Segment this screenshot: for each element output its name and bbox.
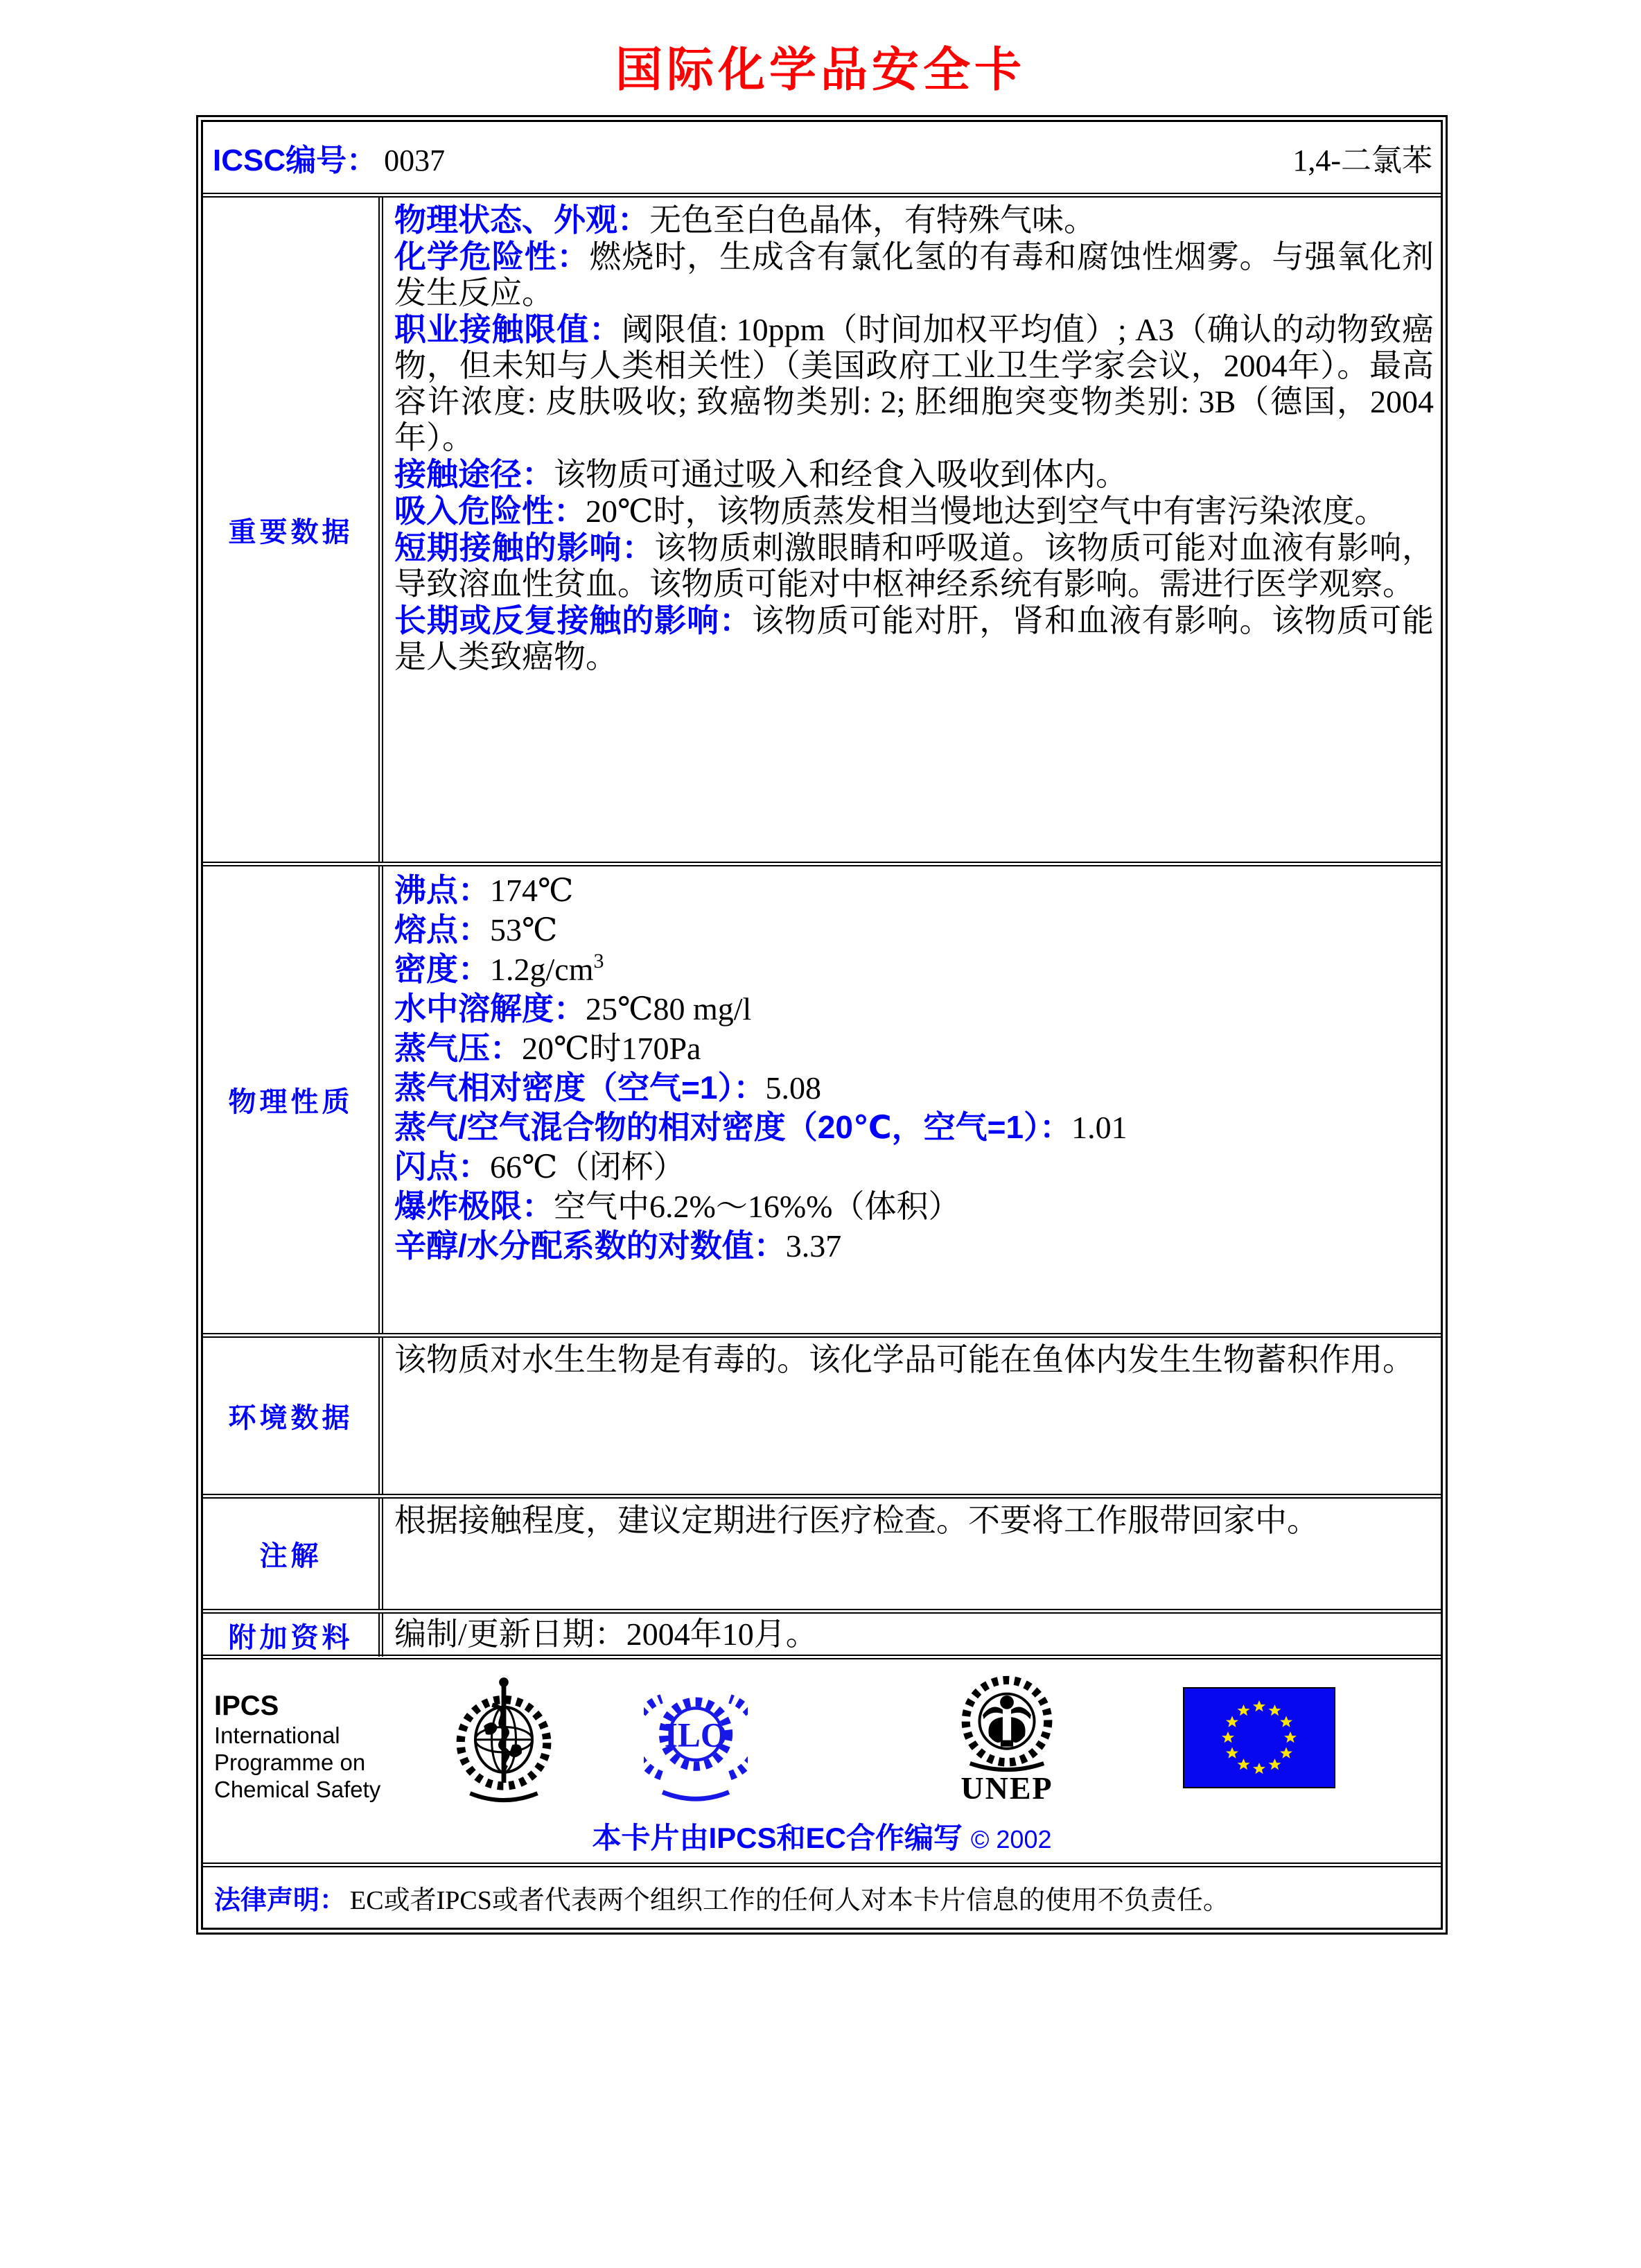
legal-label: 法律声明： — [214, 1886, 346, 1915]
field-label: 辛醇/水分配系数的对数值： — [394, 1228, 786, 1264]
field-value: 根据接触程度，建议定期进行医疗检查。不要将工作服带回家中。 — [394, 1503, 1319, 1538]
data-item — [394, 1226, 1434, 1266]
data-item — [394, 493, 1434, 530]
field-value: 该物质可通过吸入和经食入吸收到体内。 — [554, 457, 1127, 492]
field-label: 蒸气/空气混合物的相对密度（20℃，空气=1）： — [394, 1109, 1072, 1145]
field-value: 20℃时，该物质蒸发相当慢地达到空气中有害污染浓度。 — [586, 494, 1387, 529]
field-value: 该物质刺激眼睛和呼吸道。该物质可能对血液有影响，导致溶血性贫血。该物质可能对中枢神经系统有影响。需进行医学观察。 — [394, 530, 1434, 602]
ipcs-subtitle-line: Chemical Safety — [214, 1777, 381, 1802]
field-label: 长期或反复接触的影响： — [394, 602, 752, 638]
section-environmental-data — [203, 1333, 1441, 1494]
copyright-text: © 2002 — [970, 1825, 1052, 1853]
ipcs-subtitle-line: Programme on — [214, 1750, 366, 1775]
field-value: 53℃ — [490, 912, 558, 948]
unep-logo-icon — [950, 1675, 1064, 1806]
section-additional-info — [203, 1609, 1441, 1655]
section-content-notes — [383, 1499, 1441, 1609]
ipcs-text-block — [214, 1690, 387, 1803]
section-label-physical: 物理性质 — [203, 866, 383, 1333]
organizations-logo-row — [203, 1655, 1441, 1863]
field-value: 20℃时170Pa — [522, 1031, 701, 1066]
page-title: 国际化学品安全卡 — [615, 44, 1026, 96]
data-item — [394, 1503, 1434, 1539]
data-item — [394, 1029, 1434, 1068]
data-item — [394, 1147, 1434, 1187]
field-label: 短期接触的影响： — [394, 530, 655, 566]
data-item — [394, 1068, 1434, 1108]
data-item — [394, 602, 1434, 675]
section-label-notes: 注解 — [203, 1499, 383, 1609]
data-item — [394, 456, 1434, 493]
section-label-important: 重要数据 — [203, 198, 383, 862]
field-label: 接触途径： — [394, 456, 554, 492]
field-label: 爆炸极限： — [394, 1188, 554, 1224]
field-value: 阈限值: 10ppm（时间加权平均值）; A3（确认的动物致癌物，但未知与人类相关性）（美国政府工业卫生学家会议，2004年）。最高容许浓度: 皮肤吸收; 致癌物类别: 2; 胚细胞突变物类别: 3B（德国，2004年）。 — [394, 312, 1434, 455]
data-item — [394, 1616, 1434, 1652]
card-header-row — [203, 122, 1441, 193]
eu-flag-icon — [1183, 1687, 1335, 1792]
field-label: 水中溶解度： — [394, 991, 586, 1027]
data-item — [394, 311, 1434, 456]
field-value: 该物质对水生生物是有毒的。该化学品可能在鱼体内发生生物蓄积作用。 — [394, 1342, 1414, 1377]
section-important-data — [203, 193, 1441, 862]
legal-notice-row — [203, 1863, 1441, 1928]
data-item — [394, 1342, 1434, 1378]
section-content-important — [383, 198, 1441, 862]
field-value: 66℃（闭杯） — [490, 1149, 685, 1185]
field-value: 1.01 — [1071, 1110, 1127, 1145]
field-label: 蒸气压： — [394, 1030, 522, 1066]
section-physical-properties — [203, 862, 1441, 1333]
section-label-environment: 环境数据 — [203, 1338, 383, 1494]
data-item — [394, 950, 1434, 989]
section-notes — [203, 1494, 1441, 1609]
field-label: 蒸气相对密度（空气=1）： — [394, 1070, 766, 1106]
section-content-physical — [383, 866, 1441, 1333]
data-item — [394, 530, 1434, 602]
field-label: 物理状态、外观： — [394, 202, 649, 238]
field-label: 职业接触限值： — [394, 311, 622, 347]
icsc-number — [213, 135, 445, 180]
icsc-number-value: 0037 — [384, 143, 446, 177]
data-item — [394, 989, 1434, 1029]
field-label: 吸入危险性： — [394, 493, 586, 529]
data-item — [394, 871, 1434, 910]
field-value: 3.37 — [785, 1228, 842, 1264]
credit-line — [203, 1815, 1441, 1857]
field-label: 化学危险性： — [394, 238, 590, 274]
field-label: 闪点： — [394, 1149, 490, 1185]
section-label-additional: 附加资料 — [203, 1614, 383, 1657]
field-value: 5.08 — [765, 1070, 821, 1106]
field-label: 熔点： — [394, 911, 490, 948]
ilo-logo-icon — [644, 1680, 748, 1807]
credit-text: 本卡片由IPCS和EC合作编写 — [592, 1822, 963, 1854]
ipcs-subtitle-line: International — [214, 1722, 340, 1748]
unep-label: UNEP — [960, 1770, 1053, 1806]
icsc-number-label: ICSC编号： — [213, 143, 378, 177]
field-value: 174℃ — [490, 873, 574, 908]
field-value: 该物质可能对肝，肾和血液有影响。该物质可能是人类致癌物。 — [394, 603, 1434, 674]
chemical-name: 1,4-二氯苯 — [1292, 143, 1432, 177]
data-item — [394, 1187, 1434, 1226]
field-value: 无色至白色晶体，有特殊气味。 — [649, 202, 1096, 238]
field-label: 沸点： — [394, 872, 490, 908]
field-label: 密度： — [394, 951, 490, 987]
section-content-environment — [383, 1338, 1441, 1494]
data-item — [394, 238, 1434, 311]
svg-text:ILO: ILO — [664, 1716, 728, 1754]
section-content-additional — [383, 1614, 1441, 1657]
field-value: 编制/更新日期：2004年10月。 — [394, 1616, 818, 1652]
density-superscript: 3 — [593, 950, 604, 972]
field-value: 1.2g/cm — [490, 952, 594, 987]
field-value: 燃烧时，生成含有氯化氢的有毒和腐蚀性烟雾。与强氧化剂发生反应。 — [394, 239, 1434, 311]
field-value: 25℃80 mg/l — [586, 991, 752, 1027]
data-item — [394, 910, 1434, 950]
data-item — [394, 1108, 1434, 1147]
field-value: 空气中6.2%～16%%（体积） — [554, 1189, 960, 1224]
legal-text: EC或者IPCS或者代表两个组织工作的任何人对本卡片信息的使用不负责任。 — [350, 1886, 1229, 1915]
data-item — [394, 202, 1434, 238]
who-logo-icon — [451, 1673, 556, 1813]
ipcs-title: IPCS — [214, 1691, 279, 1721]
icsc-card-table — [196, 115, 1448, 1935]
